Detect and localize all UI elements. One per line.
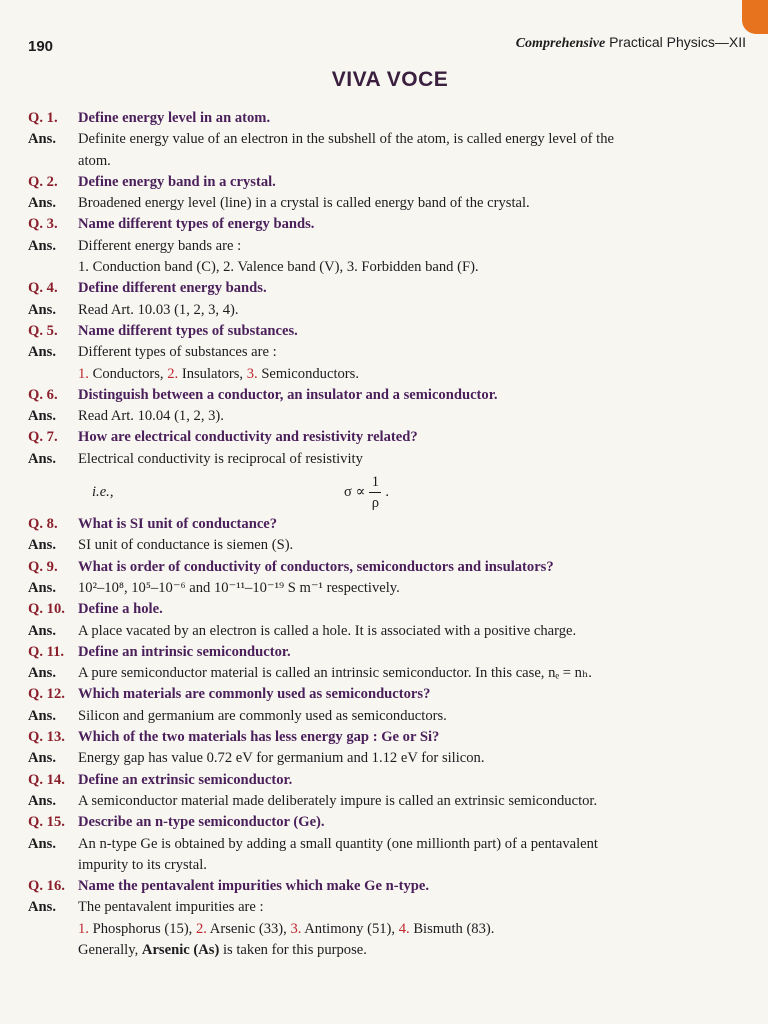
question-label: Q. 14. — [28, 771, 65, 788]
fraction-bar — [369, 492, 381, 493]
answer-text: Definite energy value of an electron in the subshell of the atom, is called energy level of the — [78, 131, 614, 148]
question-text: Define different energy bands. — [78, 280, 267, 297]
question-row — [0, 770, 768, 791]
answer-text: An n-type Ge is obtained by adding a small quantity (one millionth part) of a pentavalent — [78, 835, 598, 852]
question-row — [0, 385, 768, 406]
question-row — [0, 727, 768, 748]
question-text: Define a hole. — [78, 601, 163, 618]
answer-row — [0, 193, 768, 214]
list-number: 3. — [290, 920, 302, 937]
list-text: Antimony (51), — [304, 920, 396, 937]
list-text: Semiconductors. — [261, 365, 359, 382]
question-text: What is SI unit of conductance? — [78, 516, 278, 533]
question-row — [0, 514, 768, 535]
list-number: 4. — [398, 920, 410, 937]
answer-label: Ans. — [28, 344, 56, 361]
answer-label: Ans. — [28, 750, 56, 767]
list-text: Bismuth (83). — [413, 920, 495, 937]
question-label: Q. 7. — [28, 429, 58, 446]
formula-prefix: i.e., — [92, 483, 114, 500]
answer-row — [0, 621, 768, 642]
answer-text: SI unit of conductance is siemen (S). — [78, 537, 294, 554]
answer-continuation: atom. — [78, 152, 111, 169]
question-row — [0, 684, 768, 705]
question-row — [0, 557, 768, 578]
list-text: Conductors, — [92, 365, 164, 382]
question-text: Define energy band in a crystal. — [78, 173, 276, 190]
answer-text: The pentavalent impurities are : — [78, 899, 264, 916]
answer-label: Ans. — [28, 237, 56, 254]
book-title-italic: Comprehensive — [515, 36, 606, 51]
answer-row — [0, 791, 768, 812]
fraction — [369, 474, 381, 511]
list-number: 2. — [167, 365, 179, 382]
answer-row — [0, 748, 768, 769]
answer-label: Ans. — [28, 195, 56, 212]
answer-text: Electrical conductivity is reciprocal of resistivity — [78, 450, 363, 467]
formula-lhs: σ ∝ — [344, 484, 366, 501]
question-text: Which of the two materials has less energy gap : Ge or Si? — [78, 729, 440, 746]
answer-label: Ans. — [28, 579, 56, 596]
question-row — [0, 427, 768, 448]
answer-text: A pure semiconductor material is called an intrinsic semiconductor. In this case, nₑ = nₕ. — [78, 665, 592, 682]
answer-label: Ans. — [28, 899, 56, 916]
note-post: is taken for this purpose. — [222, 941, 367, 958]
answer-row — [0, 663, 768, 684]
answer-label: Ans. — [28, 131, 56, 148]
formula-row — [0, 470, 768, 514]
question-row — [0, 321, 768, 342]
list-text: Phosphorus (15), — [92, 920, 193, 937]
question-label: Q. 9. — [28, 558, 58, 575]
question-label: Q. 15. — [28, 814, 65, 831]
answer-row — [0, 449, 768, 470]
answer-label: Ans. — [28, 792, 56, 809]
question-row — [0, 278, 768, 299]
question-text: Name the pentavalent impurities which make Ge n-type. — [78, 878, 430, 895]
formula-suffix: . — [385, 483, 390, 500]
list-number: 1. — [78, 920, 89, 937]
question-text: Define energy level in an atom. — [78, 110, 271, 126]
answer-continuation: 1. Conduction band (C), 2. Valence band (V), 3. Forbidden band (F). — [78, 259, 479, 276]
question-row — [0, 876, 768, 897]
question-label: Q. 6. — [28, 386, 58, 403]
question-row — [0, 214, 768, 235]
list-number: 1. — [78, 365, 89, 382]
answer-row — [0, 406, 768, 427]
question-label: Q. 1. — [28, 110, 58, 126]
answer-text: Read Art. 10.04 (1, 2, 3). — [78, 408, 224, 425]
answer-row — [0, 129, 768, 150]
answer-row — [0, 236, 768, 257]
question-row — [0, 108, 768, 129]
answer-text: Different types of substances are : — [78, 344, 277, 361]
list-number: 3. — [246, 365, 258, 382]
answer-text: Energy gap has value 0.72 eV for germanium and 1.12 eV for silicon. — [78, 750, 485, 767]
answer-row — [0, 342, 768, 363]
question-label: Q. 5. — [28, 322, 58, 339]
question-label: Q. 2. — [28, 173, 58, 190]
question-text: Define an intrinsic semiconductor. — [78, 643, 291, 660]
book-title-rest: Practical Physics—XII — [609, 34, 746, 50]
answer-label: Ans. — [28, 537, 56, 554]
fraction-denominator: ρ — [371, 494, 380, 511]
question-text: Name different types of substances. — [78, 322, 298, 339]
answer-row — [0, 834, 768, 855]
question-text: Define an extrinsic semiconductor. — [78, 771, 293, 788]
viva-voce-list — [0, 108, 768, 961]
question-label: Q. 11. — [28, 643, 65, 660]
fraction-numerator: 1 — [371, 473, 380, 490]
question-text: How are electrical conductivity and resistivity related? — [78, 429, 418, 446]
section-title: VIVA VOCE — [331, 68, 449, 91]
question-label: Q. 3. — [28, 216, 58, 233]
answer-label: Ans. — [28, 835, 56, 852]
answer-label: Ans. — [28, 707, 56, 724]
answer-note — [0, 940, 768, 961]
answer-row — [0, 300, 768, 321]
answer-label: Ans. — [28, 665, 56, 682]
question-text: Describe an n-type semiconductor (Ge). — [78, 814, 325, 831]
question-text: Distinguish between a conductor, an insulator and a semiconductor. — [78, 386, 498, 403]
chapter-tab — [742, 0, 768, 34]
answer-label: Ans. — [28, 408, 56, 425]
question-label: Q. 12. — [28, 686, 65, 703]
answer-row — [0, 535, 768, 556]
note-bold: Arsenic (As) — [141, 941, 220, 958]
question-label: Q. 10. — [28, 601, 65, 618]
answer-text: Read Art. 10.03 (1, 2, 3, 4). — [78, 301, 239, 318]
question-row — [0, 599, 768, 620]
answer-text: 10²–10⁸, 10⁵–10⁻⁶ and 10⁻¹¹–10⁻¹⁹ S m⁻¹ respectively. — [78, 579, 400, 596]
question-row — [0, 172, 768, 193]
question-row — [0, 812, 768, 833]
answer-text: A semiconductor material made deliberately impure is called an extrinsic semiconductor. — [78, 792, 598, 809]
question-row — [0, 642, 768, 663]
answer-text: Different energy bands are : — [78, 237, 242, 254]
answer-text: Silicon and germanium are commonly used as semiconductors. — [78, 707, 447, 724]
note-pre: Generally, — [78, 941, 139, 958]
question-label: Q. 8. — [28, 516, 58, 533]
running-header — [516, 34, 746, 52]
answer-list — [0, 364, 768, 385]
answer-label: Ans. — [28, 301, 56, 318]
answer-row — [0, 897, 768, 918]
answer-text: Broadened energy level (line) in a crystal is called energy band of the crystal. — [78, 195, 530, 212]
question-label: Q. 4. — [28, 280, 58, 297]
question-label: Q. 16. — [28, 878, 65, 895]
list-number: 2. — [196, 920, 207, 937]
list-text: Insulators, — [181, 365, 244, 382]
answer-row — [0, 578, 768, 599]
question-text: Which materials are commonly used as semiconductors? — [78, 686, 431, 703]
question-label: Q. 13. — [28, 729, 65, 746]
question-text: Name different types of energy bands. — [78, 216, 315, 233]
page-number: 190 — [28, 38, 54, 55]
answer-label: Ans. — [28, 450, 56, 467]
question-text: What is order of conductivity of conductors, semiconductors and insulators? — [78, 558, 554, 575]
answer-row — [0, 706, 768, 727]
list-text: Arsenic (33), — [209, 920, 287, 937]
answer-text: A place vacated by an electron is called a hole. It is associated with a positive charge. — [78, 622, 577, 639]
answer-label: Ans. — [28, 622, 56, 639]
answer-list — [0, 919, 768, 940]
answer-continuation: impurity to its crystal. — [78, 856, 207, 873]
